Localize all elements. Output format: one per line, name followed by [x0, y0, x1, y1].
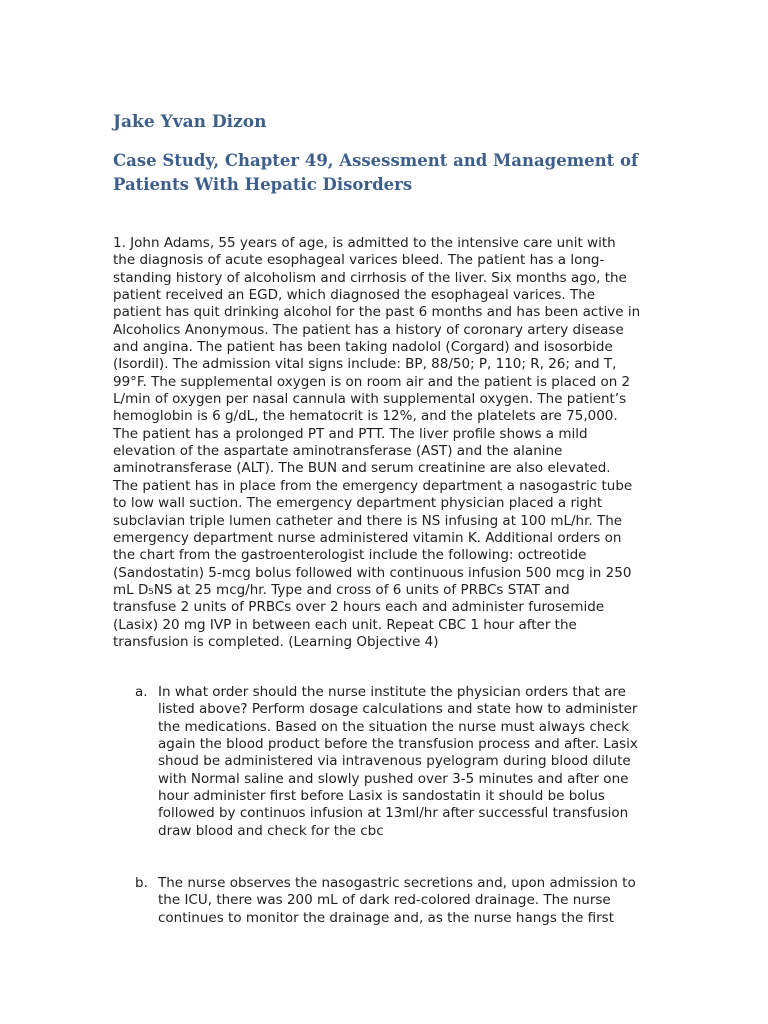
case-study-paragraph: 1. John Adams, 55 years of age, is admitted to the intensive care unit with the diagnosis of acute esophageal varices bleed. The patient has a long- standing history of alcoholism and cirrhosis of the liver. Six months ago, the patient received an EGD, which diagnosed the esophageal varices. The patient has quit drinking alcohol for the past 6 months and has been active in Alcoholics Anonymous. The patient has a history of coronary artery disease and angina. The patient has been taking nadolol (Corgard) and isosorbide (Isordil). The admission vital signs include: BP, 88/50; P, 110; R, 26; and T, 99°F. The supplemental oxygen is on room air and the patient is placed on 2 L/min of oxygen per nasal cannula with supplemental oxygen. The patient’s hemoglobin is 6 g/dL, the hematocrit is 12%, and the platelets are 75,000. The patient has a prolonged PT and PTT. The liver profile shows a mild elevation of the aspartate aminotransferase (AST) and the alanine aminotransferase (ALT). The BUN and serum creatinine are also elevated. The patient has in place from the emergency department a nasogastric tube to low wall suction. The emergency department physician placed a right subclavian triple lumen catheter and there is NS infusing at 100 mL/hr. The emergency department nurse administered vitamin K. Additional orders on the chart from the gastroenterologist include the following: octreotide (Sandostatin) 5-mcg bolus followed with continuous infusion 500 mcg in 250 mL D₅NS at 25 mcg/hr. Type and cross of 6 units of PRBCs STAT and transfuse 2 units of PRBCs over 2 hours each and administer furosemide (Lasix) 20 mg IVP in between each unit. Repeat CBC 1 hour after the transfusion is completed. (Learning Objective 4)	[113, 235, 641, 650]
list-marker: a.	[135, 684, 148, 700]
question-text: In what order should the nurse institute the physician orders that are listed above? Perform dosage calculations and state how to administer the medications. Based on the situation the nurse must always check again the blood product before the transfusion process and after. Lasix shoud be administered via intravenous pyelogram during blood dilute with Normal saline and slowly pushed over 3-5 minutes and after one hour administer first before Lasix is sandostatin it should be bolus followed by continuos infusion at 13ml/hr after successful transfusion draw blood and check for the cbc	[158, 684, 638, 839]
question-text: The nurse observes the nasogastric secretions and, upon admission to the ICU, there was 200 mL of dark red-colored drainage. The nurse continues to monitor the drainage and, as the nurse hangs the first	[158, 875, 636, 926]
document-title: Case Study, Chapter 49, Assessment and Management of Patients With Hepatic Disorders	[113, 151, 639, 194]
list-marker: b.	[135, 875, 148, 891]
author-name: Jake Yvan Dizon	[113, 112, 267, 132]
